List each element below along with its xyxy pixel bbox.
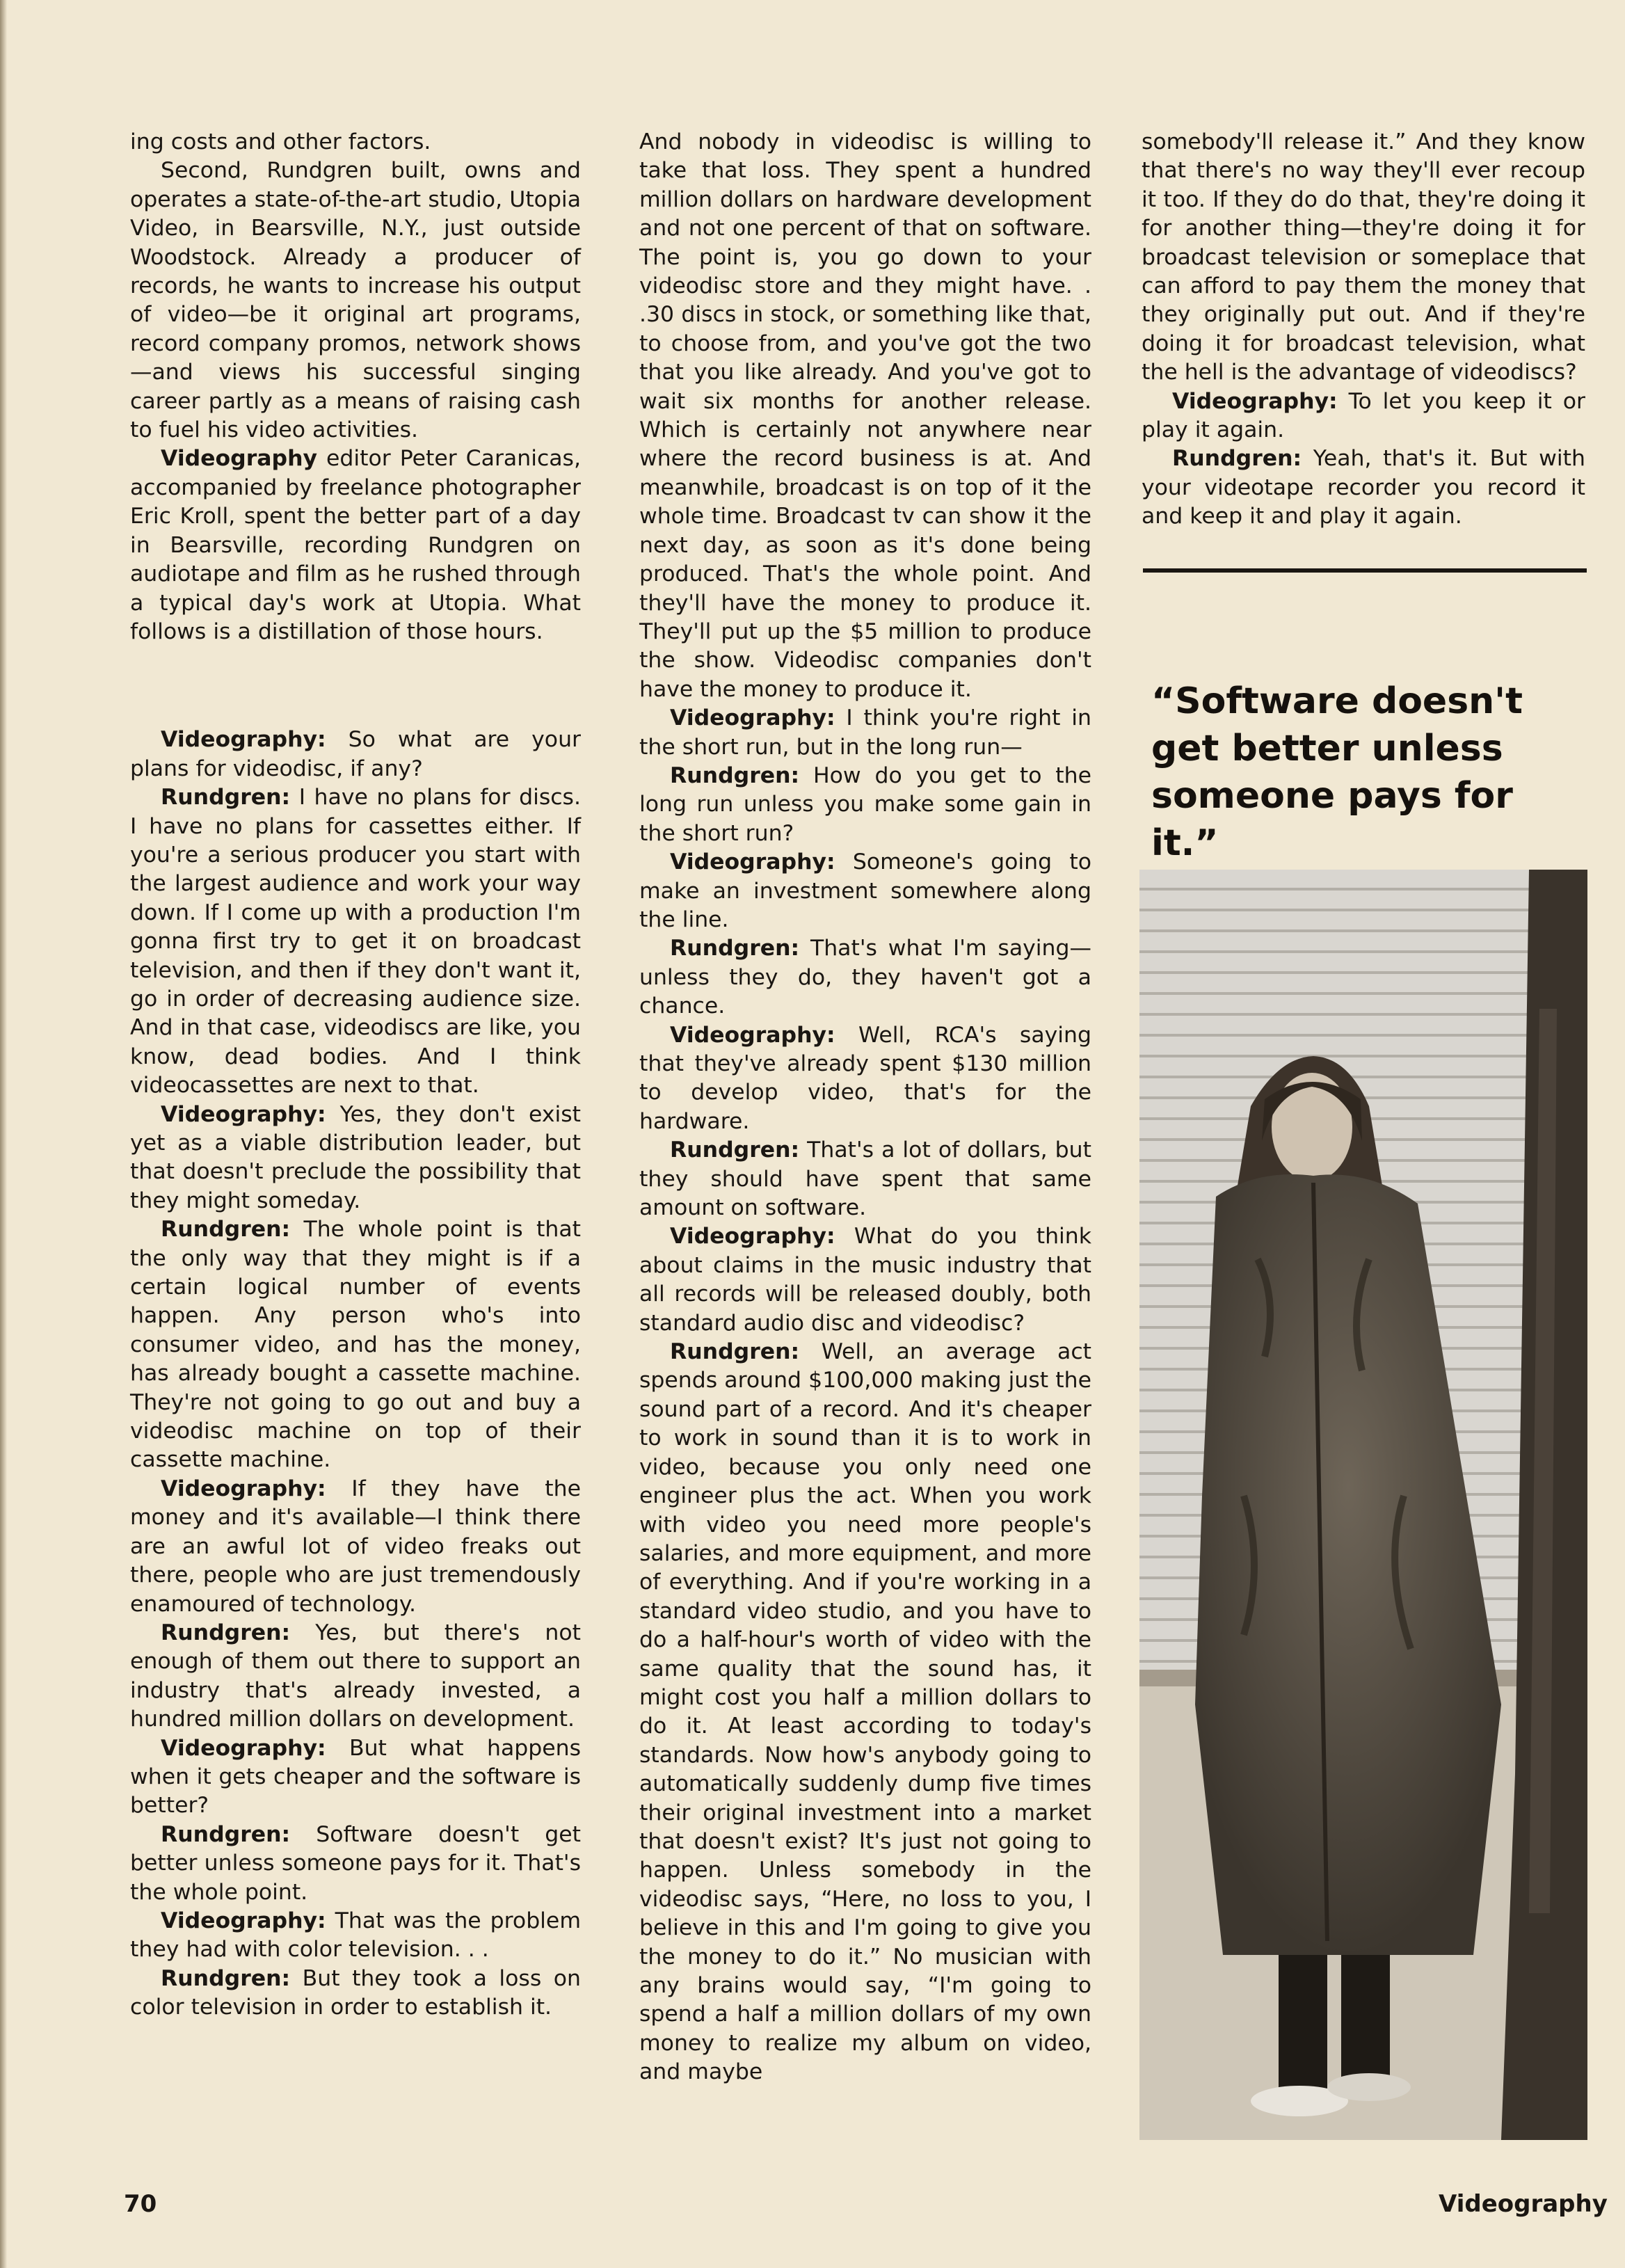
speaker-label: Rundgren: — [161, 1821, 291, 1847]
article-paragraph — [639, 762, 1091, 848]
paragraph-text: If they have the money and it's available—I think there are an awful lot of video freaks out there, people who are just tremendously enamoured of technology. — [130, 1476, 581, 1617]
article-paragraph — [130, 1619, 581, 1734]
speaker-label: Videography: — [161, 1101, 326, 1127]
article-paragraph — [130, 1965, 581, 2022]
speaker-label: Rundgren: — [670, 936, 800, 961]
column-divider-rule — [1143, 568, 1587, 573]
paragraph-text: Yes, but there's not enough of them out there to support an industry that's already invested, a hundred million dollars on development. — [130, 1620, 581, 1732]
speaker-label: Videography: — [161, 727, 326, 753]
paragraph-text: But what happens when it gets cheaper and the software is better? — [130, 1735, 581, 1819]
speaker-label: Videography: — [670, 1224, 835, 1249]
paragraph-text: Second, Rundgren built, owns and operates a state-of-the-art studio, Utopia Video, in Bearsville, N.Y., just outside Woodstock. Already a producer of records, he wants to increase his output of video—be it original art programs, record company promos, network shows—and views his successful singing career partly as a means of raising cash to fuel his video activities. — [130, 158, 581, 443]
paragraph-text: How do you get to the long run unless you make some gain in the short run? — [639, 762, 1091, 846]
paragraph-text: Well, an average act spends around $100,000 making just the sound part of a record. And it's cheaper to work in sound than it is to work in video, because you only need one engineer plus the act. When you work with video you need more people's salaries, and more equipment, and more of everything. And if you're working in a standard video studio, and you have to do a half-hour's worth of video with the same quality that the sound has, it might cost you half a million dollars to do it. At least according to today's standards. Now how's anybody going to automatically suddenly dump five times their original investment into a market that doesn't exist? It's just not going to happen. Unless somebody in the videodisc says, “Here, no loss to you, I believe in this and I'm going to give you the money to do it.” No musician with any brains would say, “I'm going to spend a half a million dollars of my own money to realize my album on video, and maybe — [639, 1339, 1091, 2085]
article-paragraph — [639, 1338, 1091, 2087]
article-paragraph — [639, 934, 1091, 1021]
article-column-left — [130, 128, 581, 2022]
article-paragraph — [639, 1222, 1091, 1338]
speaker-label: Rundgren: — [161, 785, 291, 810]
speaker-label: Videography: — [670, 705, 835, 731]
paragraph-text: Yeah, that's it. But with your videotape recorder you record it and keep it and play it again. — [1142, 446, 1585, 529]
speaker-label: Videography: — [670, 1022, 835, 1048]
page-binding-edge — [0, 0, 7, 2268]
speaker-label: Videography: — [161, 1476, 326, 1501]
paragraph-text: I think you're right in the short run, but in the long run— — [639, 705, 1091, 760]
article-paragraph — [130, 128, 581, 157]
paragraph-text: What do you think about claims in the music industry that all records will be released doubly, both standard audio disc and videodisc? — [639, 1224, 1091, 1336]
speaker-label: Videography — [161, 446, 318, 472]
speaker-label: Rundgren: — [161, 1620, 291, 1645]
paragraph-text: Well, RCA's saying that they've already spent $130 million to develop video, that's for the hardware. — [639, 1022, 1091, 1134]
paragraph-text: ing costs and other factors. — [130, 129, 431, 154]
paragraph-text: Software doesn't get better unless someone pays for it. That's the whole point. — [130, 1821, 581, 1905]
article-paragraph — [1142, 388, 1585, 445]
paragraph-text: And nobody in videodisc is willing to take that loss. They spent a hundred million dollars on hardware development and not one percent of that on software. The point is, you go down to your videodisc store and they might have. . .30 discs in stock, or something like that, to choose from, and you've got the two that you like already. And you've got to wait six months for another release. Which is certainly not anywhere near where the record business is at. And meanwhile, broadcast is on top of it the whole time. Broadcast tv can show it the next day, as soon as it's done being produced. That's the whole point. And they'll have the money to produce it. They'll put up the $5 million to produce the show. Videodisc companies don't have the money to produce it. — [639, 129, 1091, 702]
article-paragraph — [130, 157, 581, 445]
speaker-label: Videography: — [161, 1908, 326, 1933]
article-paragraph — [639, 1021, 1091, 1137]
speaker-label: Videography: — [670, 849, 835, 875]
speaker-label: Videography: — [1172, 388, 1338, 414]
article-paragraph — [639, 128, 1091, 704]
paragraph-text: somebody'll release it.” And they know that there's no way they'll ever recoup it too. If they do do that, they're doing it for another thing—they're doing it for broadcast television or someplace that can afford to pay them the money that they originally put out. And if they're doing it for broadcast television, what the hell is the advantage of videodiscs? — [1142, 129, 1585, 385]
article-paragraph — [130, 1821, 581, 1907]
article-paragraph — [130, 445, 581, 646]
paragraph-text: The whole point is that the only way that they might is if a certain logical number of events happen. Any person who's into consumer video, and has the money, has already bought a cassette machine. They're not going to go out and buy a videodisc machine on top of their cassette machine. — [130, 1217, 581, 1473]
article-paragraph — [130, 1907, 581, 1965]
article-paragraph — [639, 1136, 1091, 1222]
speaker-label: Rundgren: — [1172, 446, 1302, 472]
article-column-middle — [639, 128, 1091, 2087]
article-paragraph — [130, 1215, 581, 1475]
paragraph-text: To let you keep it or play it again. — [1142, 388, 1585, 443]
speaker-label: Videography: — [161, 1735, 326, 1761]
speaker-label: Rundgren: — [670, 1339, 800, 1365]
portrait-photo — [1139, 870, 1587, 2140]
pull-quote: “Software doesn't get better unless someone pays for it.” — [1151, 680, 1523, 864]
speaker-label: Rundgren: — [161, 1217, 291, 1243]
paragraph-text: I have no plans for discs. I have no plans for cassettes either. If you're a serious producer you start with the largest audience and work your way down. If I come up with a production I'm gonna first try to get it on broadcast television, and then if they don't want it, go in order of decreasing audience size. And in that case, videodiscs are like, you know, dead bodies. And I think videocassettes are next to that. — [130, 785, 581, 1099]
article-paragraph — [130, 783, 581, 1100]
article-column-right — [1142, 128, 1585, 532]
article-paragraph — [639, 704, 1091, 762]
article-paragraph — [1142, 128, 1585, 388]
speaker-label: Rundgren: — [670, 1137, 800, 1163]
article-paragraph — [130, 726, 581, 783]
paragraph-text: So what are your plans for videodisc, if any? — [130, 727, 581, 781]
article-paragraph — [130, 1734, 581, 1821]
speaker-label: Rundgren: — [670, 762, 800, 788]
paragraph-text: That's what I'm saying—unless they do, they haven't got a chance. — [639, 936, 1091, 1019]
article-paragraph — [130, 1101, 581, 1216]
paragraph-text: Someone's going to make an investment somewhere along the line. — [639, 849, 1091, 932]
article-paragraph — [1142, 445, 1585, 531]
paragraph-text: That's a lot of dollars, but they should have spent that same amount on software. — [639, 1137, 1091, 1221]
article-paragraph — [639, 848, 1091, 934]
magazine-name: Videography — [1439, 2190, 1608, 2218]
speaker-label: Rundgren: — [161, 1965, 291, 1991]
article-paragraph — [130, 1475, 581, 1619]
paragraph-text: editor Peter Caranicas, accompanied by freelance photographer Eric Kroll, spent the better part of a day in Bearsville, recording Rundgren on audiotape and film as he rushed through a typical day's work at Utopia. What follows is a distillation of those hours. — [130, 446, 581, 644]
page-number: 70 — [124, 2190, 157, 2218]
paragraph-text: That was the problem they had with color television. . . — [130, 1908, 581, 1963]
paragraph-text: But they took a loss on color television in order to establish it. — [130, 1965, 581, 2020]
paragraph-text: Yes, they don't exist yet as a viable distribution leader, but that doesn't preclude the possibility that they might someday. — [130, 1101, 581, 1213]
